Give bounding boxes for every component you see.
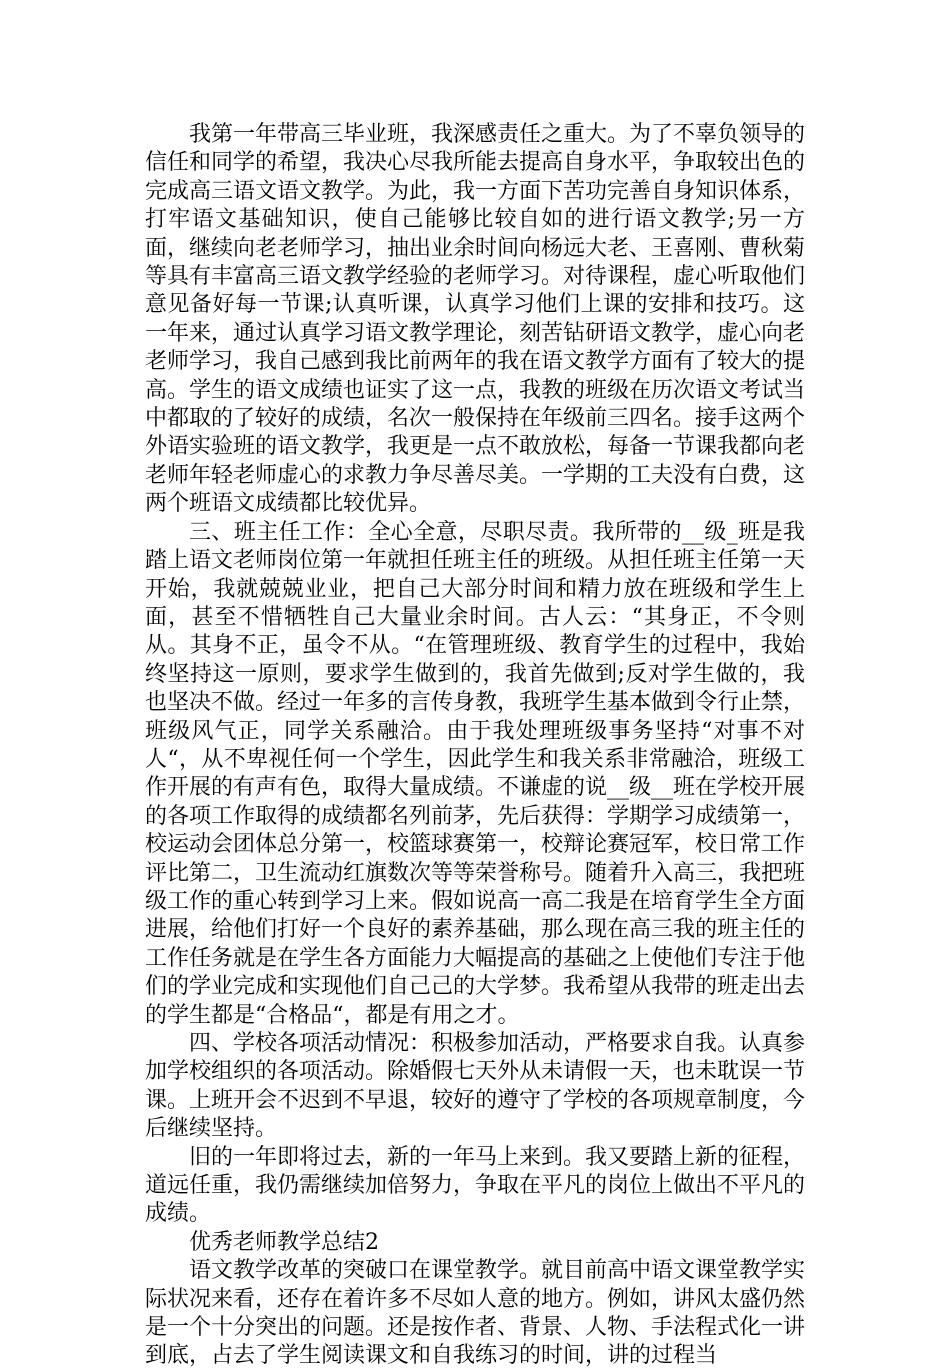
paragraph-class-teacher-work: 三、班主任工作：全心全意，尽职尽责。我所带的__级_班是我踏上语文老师岗位第一年就担任班主任的班级。从担任班主任第一天开始，我就兢兢业业，把自己大部分时间和精力放在班级和学生上面，甚至不惜牺牲自己大量业余时间。古人云：“其身正，不令则从。其身不正，虽令不从。“在管理班级、教育学生的过程中，我始终坚持这一原则，要求学生做到的，我首先做到;反对学生做的，我也坚决不做。经过一年多的言传身教，我班学生基本做到令行止禁，班级风气正，同学关系融洽。由于我处理班级事务坚持“对事不对人“，从不卑视任何一个学生，因此学生和我关系非常融洽，班级工作开展的有声有色，取得大量成绩。不谦虚的说__级__班在学校开展的各项工作取得的成绩都名列前茅，先后获得：学期学习成绩第一，校运动会团体总分第一，校篮球赛第一，校辩论赛冠军，校日常工作评比第二，卫生流动红旗数次等等荣誉称号。随着升入高三，我把班级工作的重心转到学习上来。假如说高一高二我是在培育学生全方面进展，给他们打好一个良好的素养基础，那么现在高三我的班主任的工作任务就是在学生各方面能力大幅提高的基础之上使他们专注于他们的学业完成和实现他们自己己的大学梦。我希望从我带的班走出去的学生都是“合格品“，都是有用之才。: [145, 519, 806, 1028]
document-page: [145, 121, 805, 1371]
section-heading: 优秀老师教学总结2: [189, 1229, 379, 1255]
paragraph-reform: 语文教学改革的突破口在课堂教学。就目前高中语文课堂教学实际状况来看，还存在着许多不尽如人意的地方。例如，讲风太盛仍然是一个十分突出的问题。还是按作者、背景、人物、手法程式化一讲到底，占去了学生阅读课文和自我练习的时间，讲的过程当: [145, 1258, 806, 1369]
paragraph-closing: 旧的一年即将过去，新的一年马上来到。我又要踏上新的征程，道远任重，我仍需继续加倍努力，争取在平凡的岗位上做出不平凡的成绩。: [145, 1144, 806, 1227]
paragraph-school-activities: 四、学校各项活动情况：积极参加活动，严格要求自我。认真参加学校组织的各项活动。除婚假七天外从未请假一天，也未耽误一节课。上班开会不迟到不早退，较好的遵守了学校的各项规章制度，今后继续坚持。: [145, 1031, 806, 1142]
paragraph-teaching: 我第一年带高三毕业班，我深感责任之重大。为了不辜负领导的信任和同学的希望，我决心尽我所能去提高自身水平，争取较出色的完成高三语文语文教学。为此，我一方面下苦功完善自身知识体系，打牢语文基础知识，使自己能够比较自如的进行语文教学;另一方面，继续向老老师学习，抽出业余时间向杨远大老、王喜刚、曹秋菊等具有丰富高三语文教学经验的老师学习。对待课程，虚心听取他们意见备好每一节课;认真听课，认真学习他们上课的安排和技巧。这一年来，通过认真学习语文教学理论，刻苦钻研语文教学，虚心向老老师学习，我自己感到我比前两年的我在语文教学方面有了较大的提高。学生的语文成绩也证实了这一点，我教的班级在历次语文考试当中都取的了较好的成绩，名次一般保持在年级前三四名。接手这两个外语实验班的语文教学，我更是一点不敢放松，每备一节课我都向老老师年轻老师虚心的求教力争尽善尽美。一学期的工夫没有白费，这两个班语文成绩都比较优异。: [145, 122, 806, 517]
